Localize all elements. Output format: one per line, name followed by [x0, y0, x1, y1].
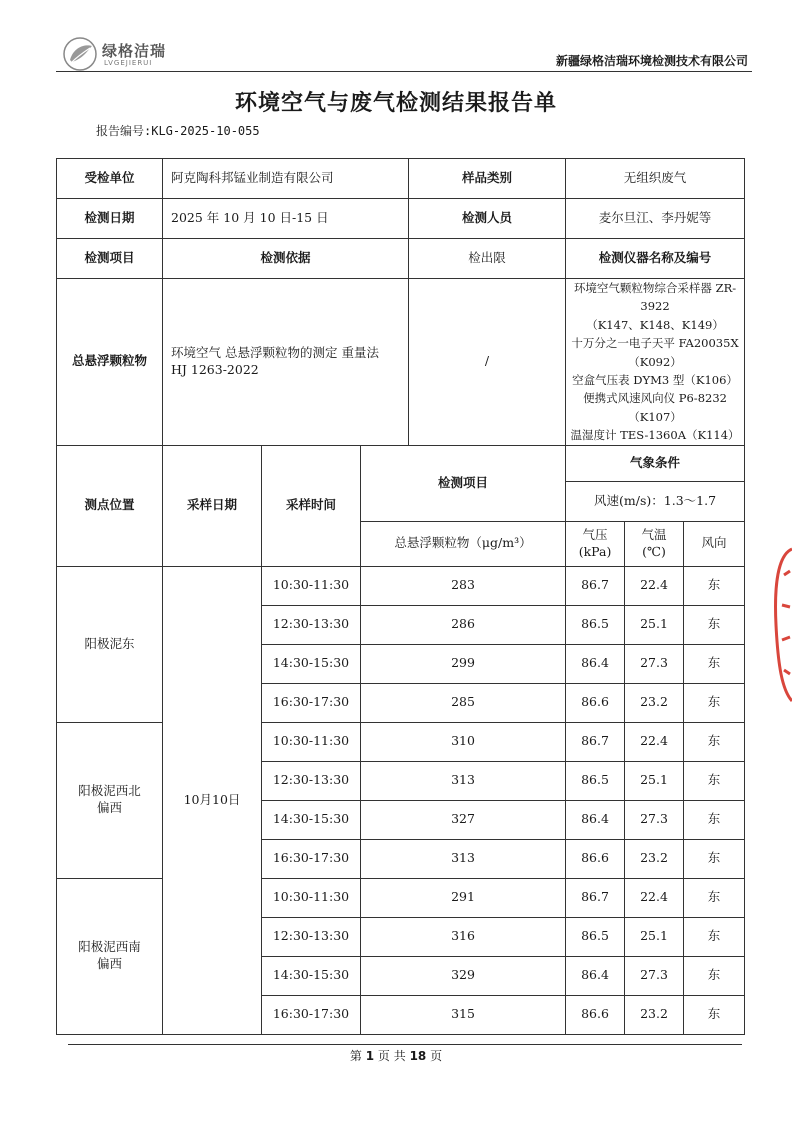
temp-value: 23.2: [625, 683, 684, 722]
date-label: 检测日期: [57, 199, 163, 239]
instrument-label: 检测仪器名称及编号: [566, 239, 745, 279]
sample-time: 14:30-15:30: [262, 800, 361, 839]
client-label: 受检单位: [57, 159, 163, 199]
staff-label: 检测人员: [409, 199, 566, 239]
date-header: 采样日期: [163, 445, 262, 566]
tsp-value: 283: [361, 566, 566, 605]
tsp-value: 315: [361, 995, 566, 1034]
logo-text-en: LVGEJIERUI: [104, 59, 153, 67]
sample-time: 10:30-11:30: [262, 566, 361, 605]
site-name: 阳极泥西北 偏西: [57, 722, 163, 878]
seal-stamp-icon: [770, 545, 792, 705]
tsp-value: 329: [361, 956, 566, 995]
instrument-line: 空盒气压表 DYM3 型（K106）: [572, 372, 738, 387]
instrument-line: 温湿度计 TES-1360A（K114）: [570, 428, 740, 443]
temp-value: 27.3: [625, 644, 684, 683]
site-name: 阳极泥西南 偏西: [57, 878, 163, 1034]
results-header-row-1: [57, 445, 745, 481]
wind-dir-value: 东: [684, 605, 745, 644]
wind-dir-value: 东: [684, 995, 745, 1034]
limit-label: 检出限: [409, 239, 566, 279]
results-table: [56, 158, 745, 1035]
page-total: 18: [409, 1049, 427, 1063]
instrument-line: 环境空气颗粒物综合采样器 ZR-3922: [573, 281, 737, 314]
pressure-value: 86.6: [566, 683, 625, 722]
temp-value: 27.3: [625, 956, 684, 995]
report-number: 报告编号:KLG-2025-10-055: [96, 124, 260, 138]
sample-time: 16:30-17:30: [262, 995, 361, 1034]
info-row-date: [57, 199, 745, 239]
instrument-list: [566, 279, 745, 446]
temp-header: 气温 (℃): [625, 521, 684, 566]
wind-dir-value: 东: [684, 761, 745, 800]
temp-value: 22.4: [625, 722, 684, 761]
info-row-client: [57, 159, 745, 199]
sample-time: 10:30-11:30: [262, 878, 361, 917]
company-name: 新疆绿格洁瑞环境检测技术有限公司: [555, 54, 748, 68]
pressure-value: 86.6: [566, 995, 625, 1034]
temp-value: 27.3: [625, 800, 684, 839]
pressure-value: 86.4: [566, 956, 625, 995]
info-row-headers: [57, 239, 745, 279]
staff-value: 麦尔旦江、李丹妮等: [566, 199, 745, 239]
sample-type-value: 无组织废气: [566, 159, 745, 199]
temp-value: 22.4: [625, 566, 684, 605]
report-title: 环境空气与废气检测结果报告单: [234, 91, 557, 116]
tsp-value: 291: [361, 878, 566, 917]
sample-time: 14:30-15:30: [262, 956, 361, 995]
tsp-value: 285: [361, 683, 566, 722]
pressure-value: 86.7: [566, 566, 625, 605]
table-row: [57, 566, 745, 605]
tsp-value: 310: [361, 722, 566, 761]
site-name: 阳极泥东: [57, 566, 163, 722]
wind-dir-value: 东: [684, 956, 745, 995]
sample-time: 12:30-13:30: [262, 605, 361, 644]
site-header: 测点位置: [57, 445, 163, 566]
temp-value: 23.2: [625, 995, 684, 1034]
instrument-line: （K147、K148、K149）: [586, 317, 724, 332]
item-name: 总悬浮颗粒物: [57, 279, 163, 446]
table-row: [57, 722, 745, 761]
sample-time: 12:30-13:30: [262, 761, 361, 800]
wind-dir-value: 东: [684, 722, 745, 761]
info-row-method: [57, 279, 745, 446]
pressure-value: 86.7: [566, 722, 625, 761]
sample-time: 12:30-13:30: [262, 917, 361, 956]
temp-value: 23.2: [625, 839, 684, 878]
tsp-value: 286: [361, 605, 566, 644]
logo-leaf-icon: [62, 36, 98, 72]
pressure-value: 86.6: [566, 839, 625, 878]
sample-time: 10:30-11:30: [262, 722, 361, 761]
client-value: 阿克陶科邦锰业制造有限公司: [163, 159, 409, 199]
limit-value: /: [409, 279, 566, 446]
date-value: 2025 年 10 月 10 日-15 日: [163, 199, 409, 239]
basis-value: 环境空气 总悬浮颗粒物的测定 重量法 HJ 1263-2022: [163, 279, 409, 446]
item-header: 检测项目: [361, 445, 566, 521]
page-number: 1: [365, 1049, 375, 1063]
table-row: [57, 878, 745, 917]
wind-dir-value: 东: [684, 566, 745, 605]
pressure-header: 气压 (kPa): [566, 521, 625, 566]
company-logo: [62, 34, 182, 74]
pressure-value: 86.5: [566, 605, 625, 644]
pressure-value: 86.4: [566, 644, 625, 683]
wind-dir-header: 风向: [684, 521, 745, 566]
wind-dir-value: 东: [684, 917, 745, 956]
wind-dir-value: 东: [684, 878, 745, 917]
pressure-value: 86.7: [566, 878, 625, 917]
wind-dir-value: 东: [684, 800, 745, 839]
item-label: 检测项目: [57, 239, 163, 279]
tsp-value: 299: [361, 644, 566, 683]
footer-divider: [68, 1044, 742, 1045]
pressure-value: 86.5: [566, 917, 625, 956]
page-counter: 第 1 页 共 18 页: [349, 1049, 443, 1063]
pressure-value: 86.4: [566, 800, 625, 839]
tsp-value: 327: [361, 800, 566, 839]
basis-label: 检测依据: [163, 239, 409, 279]
sample-time: 14:30-15:30: [262, 644, 361, 683]
temp-value: 25.1: [625, 605, 684, 644]
sample-date: 10月10日: [163, 566, 262, 1034]
instrument-line: 十万分之一电子天平 FA20035X（K092）: [571, 336, 739, 369]
header-divider: [56, 71, 752, 72]
sample-time: 16:30-17:30: [262, 839, 361, 878]
wind-speed-header: 风速(m/s)：1.3～1.7: [566, 481, 745, 521]
temp-value: 22.4: [625, 878, 684, 917]
instrument-line: 便携式风速风向仪 P6-8232（K107）: [583, 391, 727, 424]
wind-dir-value: 东: [684, 839, 745, 878]
pressure-value: 86.5: [566, 761, 625, 800]
time-header: 采样时间: [262, 445, 361, 566]
logo-text-cn: 绿格洁瑞: [102, 42, 167, 60]
tsp-value: 313: [361, 839, 566, 878]
wind-dir-value: 东: [684, 683, 745, 722]
tsp-value: 313: [361, 761, 566, 800]
sample-time: 16:30-17:30: [262, 683, 361, 722]
wind-dir-value: 东: [684, 644, 745, 683]
sample-type-label: 样品类别: [409, 159, 566, 199]
temp-value: 25.1: [625, 761, 684, 800]
temp-value: 25.1: [625, 917, 684, 956]
tsp-value: 316: [361, 917, 566, 956]
weather-header: 气象条件: [566, 445, 745, 481]
tsp-header: 总悬浮颗粒物（μg/m³）: [361, 521, 566, 566]
